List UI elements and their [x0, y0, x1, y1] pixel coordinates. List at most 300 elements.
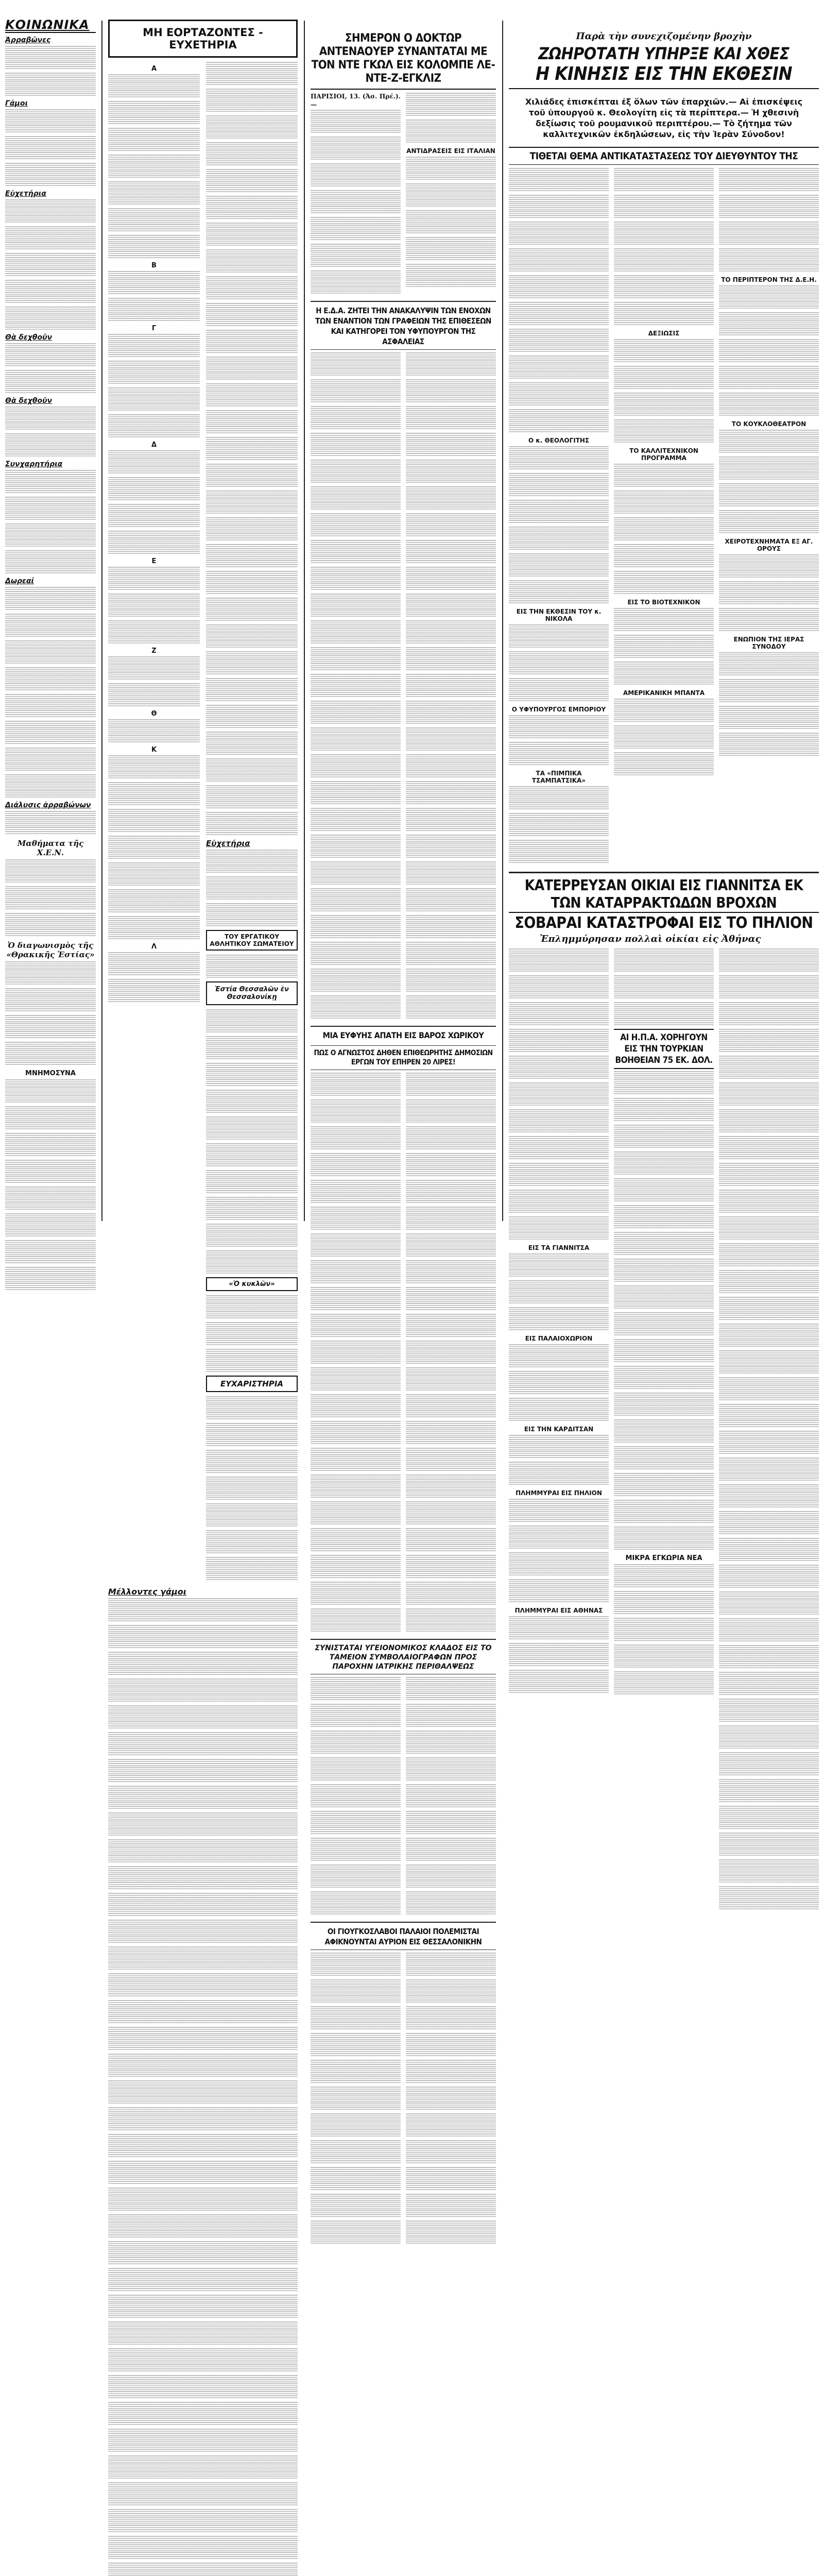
- body-text-lines: [311, 861, 401, 885]
- body-text-lines: [406, 157, 496, 180]
- body-text-lines: [614, 752, 714, 776]
- body-text-lines: [5, 1240, 96, 1264]
- body-text-lines: [509, 975, 609, 999]
- letter-heading: Ζ: [151, 647, 157, 655]
- body-text-lines: [108, 782, 200, 806]
- body-text-lines: [614, 1002, 714, 1026]
- body-text-lines: [206, 544, 298, 568]
- body-text-lines: [206, 383, 298, 407]
- body-text-lines: [406, 727, 496, 751]
- body-text-lines: [311, 888, 401, 912]
- body-text-lines: [108, 181, 200, 205]
- body-text-lines: [206, 1450, 298, 1473]
- body-text-lines: [614, 1259, 714, 1282]
- body-text-lines: [509, 1056, 609, 1079]
- body-text-lines: [108, 2134, 298, 2158]
- body-text-lines: [108, 504, 200, 528]
- body-text-lines: [509, 1616, 609, 1640]
- body-text-lines: [206, 410, 298, 434]
- body-text-lines: [406, 1608, 496, 1632]
- letter-heading: Α: [151, 65, 157, 73]
- body-text-lines: [406, 2060, 496, 2083]
- body-text-lines: [406, 379, 496, 403]
- body-text-lines: [406, 1153, 496, 1177]
- notice-box: «Ὁ κυκλῶν»: [206, 1277, 298, 1291]
- social-heading: ΚΟΙΝΩΝΙΚΑ: [5, 18, 90, 32]
- body-text-lines: [5, 1133, 96, 1157]
- body-text-lines: [614, 1645, 714, 1668]
- body-text-lines: [108, 2509, 298, 2533]
- column-rule: [101, 21, 102, 1221]
- body-text-lines: [719, 1056, 819, 1079]
- exhibition-deck: Χιλιάδες ἐπισκέπται ἐξ ὅλων τῶν ἐπαρχιῶν.— Αἱ ἐπισκέψεις τοῦ ὑπουργοῦ κ. Θεολογίτη εἰς τὰ περίπτερα.— Ἡ χθεσινὴ δεξίωσις τοῦ ρουμανικοῦ περιπτέρου.— Τὸ ζήτημα τῶν καλλιτεχνικῶν ἐκδηλώσεων, εἰς τὴν Ἱερὰν Σύνοδον!: [525, 97, 803, 139]
- body-text-lines: [311, 701, 401, 724]
- body-text-lines: [406, 995, 496, 1019]
- body-text-lines: [108, 1759, 298, 1783]
- body-text-lines: [206, 249, 298, 273]
- body-text-lines: [509, 1526, 609, 1549]
- body-text-lines: [108, 271, 200, 295]
- body-text-lines: [206, 1116, 298, 1140]
- body-text-lines: [311, 406, 401, 430]
- body-text-lines: [108, 2536, 298, 2560]
- body-text-lines: [614, 1671, 714, 1695]
- body-text-lines: [206, 276, 298, 300]
- section-title: Ἀρραβῶνες: [5, 36, 51, 44]
- body-text-lines: [719, 1859, 819, 1883]
- body-text-lines: [719, 1270, 819, 1294]
- column-news: [305, 32, 501, 1947]
- body-text-lines: [5, 1106, 96, 1130]
- column-rule: [304, 21, 305, 1221]
- body-text-lines: [5, 307, 96, 330]
- body-text-lines: [108, 620, 200, 644]
- letter-heading: Λ: [151, 943, 157, 951]
- body-text-lines: [719, 1752, 819, 1776]
- body-text-lines: [108, 235, 200, 259]
- body-text-lines: [719, 1431, 819, 1454]
- body-text-lines: [311, 567, 401, 590]
- body-text-lines: [5, 587, 96, 611]
- body-text-lines: [311, 594, 401, 617]
- subhead: ΕΝΩΠΙΟΝ ΤΗΣ ΙΕΡΑΣ ΣΥΝΟΔΟΥ: [733, 636, 804, 650]
- body-text-lines: [719, 1458, 819, 1481]
- body-text-lines: [206, 1557, 298, 1581]
- body-text-lines: [719, 366, 819, 389]
- body-text-lines: [509, 275, 609, 299]
- body-text-lines: [509, 948, 609, 972]
- body-text-lines: [614, 635, 714, 658]
- body-text-lines: [406, 942, 496, 965]
- health-headline: ΣΥΝΙΣΤΑΤΑΙ ΥΓΕΙΟΝΟΜΙΚΟΣ ΚΛΑΔΟΣ ΕΙΣ ΤΟ ΤΑΜΕΙΟΝ ΣΥΜΒΟΛΑΙΟΓΡΑΦΩΝ ΠΡΟΣ ΠΑΡΟΧΗΝ ΙΑΤΡΙΚΗΣ ΠΕΡΙΘΑΛΨΕΩΣ: [315, 1644, 492, 1671]
- subhead: ΕΙΣ ΤΗΝ ΕΚΘΕΣΙΝ ΤΟΥ κ. ΝΙΚΟΛΑ: [516, 608, 602, 622]
- body-text-lines: [108, 952, 200, 976]
- body-text-lines: [509, 168, 609, 192]
- body-text-lines: [206, 624, 298, 648]
- body-text-lines: [5, 1042, 96, 1065]
- body-text-lines: [509, 355, 609, 379]
- body-text-lines: [614, 168, 714, 192]
- body-text-lines: [5, 667, 96, 691]
- body-text-lines: [509, 1670, 609, 1693]
- main-banner-1: ΖΩΗΡΟΤΑΤΗ ΥΠΗΡΞΕ ΚΑΙ ΧΘΕΣ: [538, 44, 789, 63]
- body-text-lines: [108, 387, 200, 411]
- body-text-lines: [311, 1677, 401, 1701]
- body-text-lines: [406, 93, 496, 116]
- body-text-lines: [614, 571, 714, 595]
- body-text-lines: [108, 101, 200, 125]
- body-text-lines: [311, 1341, 401, 1364]
- body-text-lines: [108, 1705, 298, 1729]
- body-text-lines: [406, 781, 496, 805]
- body-text-lines: [5, 343, 96, 367]
- notice-box: Ἑστία Θεσσαλῶν ἐν Θεσσαλονίκῃ: [206, 981, 298, 1005]
- body-text-lines: [311, 379, 401, 403]
- subhead: ΠΛΗΜΜΥΡΑΙ ΕΙΣ ΠΗΛΙΟΝ: [516, 1489, 602, 1497]
- body-text-lines: [509, 580, 609, 604]
- body-text-lines: [719, 430, 819, 453]
- body-text-lines: [406, 835, 496, 858]
- body-text-lines: [509, 1643, 609, 1667]
- body-text-lines: [108, 1946, 298, 1970]
- body-text-lines: [406, 2167, 496, 2191]
- body-text-lines: [311, 727, 401, 751]
- section-title: Διάλυσις ἀρραβώνων: [5, 801, 91, 809]
- body-text-lines: [311, 2087, 401, 2110]
- body-text-lines: [509, 1280, 609, 1304]
- body-text-lines: [5, 961, 96, 985]
- body-text-lines: [406, 861, 496, 885]
- body-text-lines: [406, 1207, 496, 1230]
- letter-heading: Δ: [151, 441, 157, 449]
- body-text-lines: [311, 1555, 401, 1579]
- body-text-lines: [311, 2140, 401, 2164]
- body-text-lines: [509, 786, 609, 810]
- body-text-lines: [406, 1421, 496, 1445]
- body-text-lines: [719, 1216, 819, 1240]
- body-text-lines: [509, 500, 609, 523]
- body-text-lines: [5, 748, 96, 771]
- fraud-headline: ΜΙΑ ΕΥΦΥΗΣ ΑΠΑΤΗ ΕΙΣ ΒΑΡΟΣ ΧΩΡΙΚΟΥ: [322, 1030, 484, 1041]
- body-text-lines: [206, 1197, 298, 1221]
- body-text-lines: [311, 2060, 401, 2083]
- reactions-heading: ΑΝΤΙΔΡΑΣΕΙΣ ΕΙΣ ΙΤΑΛΙΑΝ: [406, 147, 495, 155]
- body-text-lines: [108, 155, 200, 178]
- body-text-lines: [406, 1260, 496, 1284]
- body-text-lines: [406, 1865, 496, 1888]
- body-text-lines: [614, 1393, 714, 1416]
- body-text-lines: [5, 1079, 96, 1103]
- body-text-lines: [614, 1125, 714, 1148]
- body-text-lines: [5, 774, 96, 798]
- body-text-lines: [406, 1731, 496, 1754]
- body-text-lines: [509, 553, 609, 577]
- body-text-lines: [311, 1126, 401, 1150]
- body-text-lines: [206, 196, 298, 219]
- body-text-lines: [719, 339, 819, 363]
- subhead: ΤΟ ΚΟΥΚΛΟΘΕΑΤΡΟΝ: [731, 420, 806, 428]
- body-text-lines: [311, 1421, 401, 1445]
- body-text-lines: [311, 674, 401, 698]
- subhead: ΤΟ ΠΕΡΙΠΤΕΡΟΝ ΤΗΣ Δ.Ε.Η.: [721, 276, 817, 283]
- body-text-lines: [614, 248, 714, 272]
- body-text-lines: [406, 1233, 496, 1257]
- body-text-lines: [108, 1920, 298, 1943]
- body-text-lines: [5, 163, 96, 187]
- body-text-lines: [509, 248, 609, 272]
- body-text-lines: [206, 62, 298, 86]
- body-text-lines: [406, 808, 496, 832]
- body-text-lines: [406, 1126, 496, 1150]
- body-text-lines: [311, 217, 401, 241]
- body-text-lines: [719, 1645, 819, 1669]
- body-text-lines: [5, 988, 96, 1012]
- body-text-lines: [108, 2348, 298, 2372]
- section-title: Θὰ δεχθοῦν: [5, 397, 53, 405]
- body-text-lines: [5, 913, 96, 937]
- body-text-lines: [719, 948, 819, 972]
- body-text-lines: [5, 614, 96, 637]
- body-text-lines: [509, 1371, 609, 1395]
- body-text-lines: [614, 490, 714, 514]
- body-text-lines: [719, 1324, 819, 1347]
- body-text-lines: [406, 567, 496, 590]
- body-text-lines: [108, 2321, 298, 2345]
- body-text-lines: [406, 1555, 496, 1579]
- body-text-lines: [614, 366, 714, 389]
- body-text-lines: [108, 531, 200, 554]
- body-text-lines: [406, 1099, 496, 1123]
- body-text-lines: [614, 1446, 714, 1470]
- body-text-lines: [311, 942, 401, 965]
- body-text-lines: [5, 640, 96, 664]
- body-text-lines: [509, 222, 609, 245]
- body-text-lines: [206, 330, 298, 353]
- body-text-lines: [311, 352, 401, 376]
- body-text-lines: [311, 1757, 401, 1781]
- body-text-lines: [406, 540, 496, 564]
- subhead: ΤΟ ΚΑΛΛΙΤΕΧΝΙΚΟΝ ΠΡΟΓΡΑΜΜΑ: [629, 447, 698, 462]
- body-text-lines: [719, 706, 819, 730]
- body-text-lines: [5, 1015, 96, 1039]
- body-text-lines: [614, 339, 714, 363]
- body-text-lines: [108, 2027, 298, 2050]
- body-text-lines: [509, 1002, 609, 1026]
- body-text-lines: [311, 540, 401, 564]
- body-text-lines: [614, 302, 714, 326]
- dateline: ΠΑΡΙΣΙΟΙ, 13. (Ἀσ. Πρέ.).—: [311, 93, 401, 108]
- body-text-lines: [206, 89, 298, 112]
- body-text-lines: [614, 725, 714, 749]
- body-text-lines: [311, 433, 401, 456]
- body-text-lines: [509, 1163, 609, 1187]
- body-text-lines: [311, 1891, 401, 1915]
- body-text-lines: [614, 1564, 714, 1588]
- body-text-lines: [311, 969, 401, 992]
- subhead: ΠΛΗΜΜΥΡΑΙ ΕΙΣ ΑΘΗΝΑΣ: [514, 1607, 603, 1614]
- body-text-lines: [406, 701, 496, 724]
- body-text-lines: [5, 136, 96, 160]
- column-namedays: [103, 18, 303, 1597]
- body-text-lines: [311, 754, 401, 778]
- body-text-lines: [614, 544, 714, 568]
- body-text-lines: [206, 1090, 298, 1113]
- letter-heading: Β: [151, 262, 157, 269]
- body-text-lines: [719, 1297, 819, 1320]
- body-text-lines: [406, 1475, 496, 1498]
- subhead: ΕΙΣ ΤΑ ΓΙΑΝΝΙΤΣΑ: [528, 1244, 590, 1251]
- body-text-lines: [509, 409, 609, 433]
- body-text-lines: [614, 1151, 714, 1175]
- body-text-lines: [206, 651, 298, 675]
- collapse-banner: ΚΑΤΕΡΡΕΥΣΑΝ ΟΙΚΙΑΙ ΕΙΣ ΓΙΑΝΝΙΤΣΑ ΕΚ ΤΩΝ ΚΑΤΑΡΡΑΚΤΩΔΩΝ ΒΡΟΧΩΝ: [524, 877, 803, 911]
- body-text-lines: [206, 876, 298, 900]
- body-text-lines: [206, 1143, 298, 1167]
- body-text-lines: [406, 237, 496, 261]
- body-text-lines: [509, 329, 609, 352]
- body-text-lines: [719, 581, 819, 605]
- body-text-lines: [406, 1287, 496, 1311]
- body-text-lines: [509, 1253, 609, 1277]
- body-text-lines: [206, 517, 298, 541]
- body-text-lines: [108, 979, 200, 1003]
- eda-headline: Η Ε.Δ.Α. ΖΗΤΕΙ ΤΗΝ ΑΝΑΚΑΛΥΨΙΝ ΤΩΝ ΕΝΟΧΩΝ ΤΩΝ ΕΝΑΝΤΙΟΝ ΤΩΝ ΓΡΑΦΕΙΩΝ ΤΗΣ ΕΠΙΘΕΣΕΩΝ ΚΑΙ ΚΑΤΗΓΟΡΕΙ ΤΟΝ ΥΦΥΠΟΥΡΓΟΝ ΤΗΣ ΑΣΦΑΛΕΙΑΣ: [315, 306, 491, 347]
- body-text-lines: [311, 1314, 401, 1337]
- body-text-lines: [719, 1779, 819, 1803]
- main-banner-2: Η ΚΙΝΗΣΙΣ ΕΙΣ ΤΗΝ ΕΚΘΕΣΙΝ: [509, 63, 819, 89]
- body-text-lines: [406, 888, 496, 912]
- body-text-lines: [719, 554, 819, 578]
- body-text-lines: [108, 450, 200, 474]
- body-text-lines: [206, 1503, 298, 1527]
- body-text-lines: [406, 2087, 496, 2110]
- body-text-lines: [406, 1677, 496, 1701]
- body-text-lines: [614, 1098, 714, 1122]
- body-text-lines: [311, 1953, 401, 1976]
- body-text-lines: [108, 1866, 298, 1890]
- usa-aid-headline: ΑΙ Η.Π.Α. ΧΟΡΗΓΟΥΝ ΕΙΣ ΤΗΝ ΤΟΥΡΚΙΑΝ ΒΟΗΘΕΙΑΝ 75 ΕΚ. ΔΟΛ.: [614, 1029, 714, 1069]
- body-text-lines: [406, 2006, 496, 2030]
- body-text-lines: [406, 1501, 496, 1525]
- body-text-lines: [206, 678, 298, 702]
- body-text-lines: [406, 754, 496, 778]
- body-text-lines: [719, 1190, 819, 1213]
- body-text-lines: [311, 2006, 401, 2030]
- body-text-lines: [614, 1527, 714, 1550]
- body-text-lines: [108, 477, 200, 501]
- body-text-lines: [311, 1608, 401, 1632]
- body-text-lines: [719, 222, 819, 245]
- body-text-lines: [108, 1652, 298, 1675]
- body-text-lines: [311, 2033, 401, 2057]
- body-text-lines: [406, 513, 496, 537]
- body-text-lines: [206, 903, 298, 927]
- section-title: Θὰ δεχθοῦν: [5, 333, 53, 342]
- body-text-lines: [5, 226, 96, 250]
- body-text-lines: [108, 334, 200, 358]
- body-text-lines: [509, 840, 609, 863]
- body-text-lines: [206, 1063, 298, 1087]
- body-text-lines: [108, 916, 200, 940]
- fraud-subheadline: ΠΩΣ Ο ΑΓΝΩΣΤΟΣ ΔΗΘΕΝ ΕΠΙΘΕΩΡΗΤΗΣ ΔΗΜΟΣΙΩΝ ΕΡΓΩΝ ΤΟΥ ΕΠΗΡΕΝ 20 ΛΙΡΕΣ!: [314, 1049, 493, 1067]
- body-text-lines: [406, 915, 496, 939]
- body-text-lines: [509, 446, 609, 470]
- body-text-lines: [614, 1339, 714, 1363]
- body-text-lines: [206, 812, 298, 836]
- body-text-lines: [108, 755, 200, 779]
- body-text-lines: [719, 312, 819, 336]
- body-text-lines: [108, 2295, 298, 2318]
- body-text-lines: [206, 1009, 298, 1033]
- body-text-lines: [311, 460, 401, 483]
- body-text-lines: [509, 678, 609, 702]
- body-text-lines: [406, 1757, 496, 1781]
- body-text-lines: [614, 1618, 714, 1641]
- body-text-lines: [311, 1475, 401, 1498]
- body-text-lines: [311, 835, 401, 858]
- body-text-lines: [206, 437, 298, 461]
- body-text-lines: [311, 1979, 401, 2003]
- body-text-lines: [311, 1233, 401, 1257]
- body-text-lines: [614, 1473, 714, 1497]
- body-text-lines: [719, 679, 819, 703]
- body-text-lines: [5, 497, 96, 520]
- body-text-lines: [311, 1367, 401, 1391]
- body-text-lines: [406, 183, 496, 207]
- column-exhibition: [504, 31, 824, 1614]
- subhead: ΕΙΣ ΠΑΛΑΙΟΧΩΡΙΟΝ: [525, 1335, 593, 1342]
- body-text-lines: [406, 120, 496, 143]
- body-text-lines: [108, 2429, 298, 2452]
- body-text-lines: [719, 1886, 819, 1910]
- body-text-lines: [406, 1979, 496, 2003]
- body-text-lines: [719, 1002, 819, 1026]
- body-text-lines: [719, 1404, 819, 1428]
- body-text-lines: [509, 1398, 609, 1421]
- body-text-lines: [311, 244, 401, 267]
- subhead: ΔΕΞΙΩΣΙΣ: [648, 330, 680, 337]
- body-text-lines: [311, 1811, 401, 1835]
- body-text-lines: [206, 1295, 298, 1319]
- body-text-lines: [108, 862, 200, 886]
- body-text-lines: [614, 1178, 714, 1202]
- body-text-lines: [311, 486, 401, 510]
- letter-heading: Κ: [151, 746, 157, 754]
- body-text-lines: [108, 2188, 298, 2211]
- body-text-lines: [406, 1180, 496, 1204]
- adenauer-headline: ΣΗΜΕΡΟΝ Ο ΔΟΚΤΩΡ ΑΝΤΕΝΑΟΥΕΡ ΣΥΝΑΝΤΑΤΑΙ ΜΕ ΤΟΝ ΝΤΕ ΓΚΩΛ ΕΙΣ ΚΟΛΟΜΠΕ ΛΕ-ΝΤΕ-Ζ-ΕΓΚΛΙΖ: [311, 32, 496, 90]
- letter-heading: Θ: [151, 710, 157, 718]
- body-text-lines: [509, 1190, 609, 1213]
- body-text-lines: [5, 694, 96, 718]
- body-text-lines: [614, 975, 714, 999]
- body-text-lines: [311, 647, 401, 671]
- body-text-lines: [206, 1396, 298, 1420]
- body-text-lines: [311, 2167, 401, 2191]
- body-text-lines: [406, 1528, 496, 1552]
- body-text-lines: [719, 1833, 819, 1856]
- body-text-lines: [206, 785, 298, 809]
- section-title: Ὁ διαγωνισμὸς τῆς «Θρακικῆς Ἑστίας»: [6, 941, 95, 959]
- body-text-lines: [108, 1732, 298, 1756]
- body-text-lines: [311, 620, 401, 644]
- body-text-lines: [108, 414, 200, 438]
- body-text-lines: [108, 2054, 298, 2077]
- weddings-heading: Μέλλοντες γάμοι: [108, 1587, 187, 1597]
- body-text-lines: [719, 248, 819, 272]
- body-text-lines: [5, 370, 96, 394]
- body-text-lines: [406, 1582, 496, 1605]
